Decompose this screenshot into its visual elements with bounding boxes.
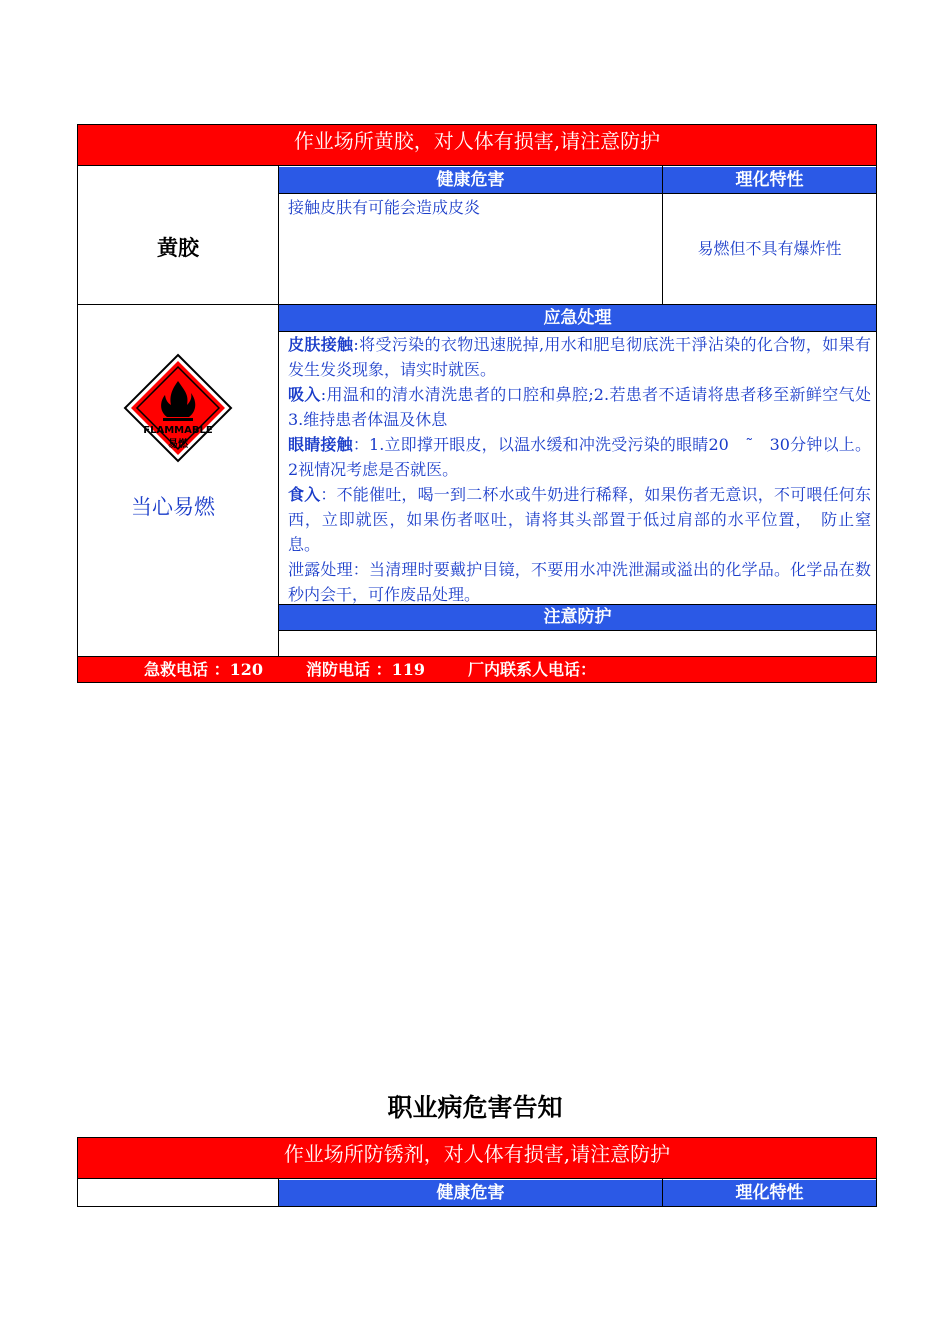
protection-text <box>288 631 871 656</box>
factory-contact-phone: 厂内联系人电话： <box>468 660 597 679</box>
eye-contact-text: ：1.立即撑开眼皮，以温水缓和冲洗受污染的眼睛20 ˜ 30分钟以上。2视情况考虑是否就医。 <box>288 435 871 479</box>
substance-name: 黄胶 <box>157 236 199 260</box>
spill-handling-text: 泄露处理：当清理时要戴护目镜，不要用水冲洗泄漏或溢出的化学品。化学品在数秒内会干，可作废品处理。 <box>288 560 871 604</box>
inhalation-item <box>288 382 871 432</box>
card-2-header-text: 作业场所防锈剂，对人体有损害,请注意防护 <box>283 1142 671 1166</box>
card-2-header <box>78 1138 876 1179</box>
flammable-diamond-icon <box>123 353 233 463</box>
emergency-phone: 急救电话 ：120 <box>144 660 263 679</box>
card-2-phys-chem-heading: 理化特性 <box>663 1180 876 1206</box>
ingestion-text: ：不能催吐，喝一到二杯水或牛奶进行稀释，如果伤者无意识，不可喂任何东西，立即就医，如果伤者呕吐，请将其头部置于低过肩部的水平位置， 防止窒息。 <box>288 485 871 554</box>
inhalation-text: :用温和的清水清洗患者的口腔和鼻腔;2.若患者不适请将患者移至新鲜空气处3.维持患者体温及休息 <box>288 385 871 429</box>
column-divider <box>278 166 279 657</box>
phys-chem-text: 易燃但不具有爆炸性 <box>697 239 842 258</box>
sign-label-en: FLAMMABLE <box>143 425 213 436</box>
warning-caption: 当心易燃 <box>131 495 215 519</box>
skin-contact-item <box>288 332 871 382</box>
eye-contact-label: 眼睛接触 <box>288 435 353 454</box>
skin-contact-text: :将受污染的衣物迅速脱掉,用水和肥皂彻底洗干淨沾染的化合物，如果有发生发炎现象，请实时就医。 <box>288 335 871 379</box>
eye-contact-item <box>288 432 871 482</box>
warning-sign-panel <box>78 305 278 657</box>
card-header <box>78 125 876 166</box>
hazard-notice-card-2 <box>77 1137 877 1207</box>
contact-footer <box>78 656 876 682</box>
protection-heading: 注意防护 <box>279 605 876 630</box>
inhalation-label: 吸入 <box>288 385 321 404</box>
emergency-heading: 应急处理 <box>279 305 876 331</box>
hazard-notice-card <box>77 124 877 683</box>
sign-label-cn: 易燃 <box>168 439 188 450</box>
health-hazard-text: 接触皮肤有可能会造成皮炎 <box>288 198 481 217</box>
fire-phone: 消防电话 ：119 <box>306 660 425 679</box>
document-title: 职业病危害告知 <box>387 1093 563 1122</box>
ingestion-item <box>288 482 871 557</box>
phys-chem-heading: 理化特性 <box>663 167 876 193</box>
card-header-text: 作业场所黄胶，对人体有损害,请注意防护 <box>293 129 661 153</box>
ingestion-label: 食入 <box>288 485 321 504</box>
card-2-health-hazard-heading: 健康危害 <box>279 1180 662 1206</box>
skin-contact-label: 皮肤接触 <box>288 335 354 354</box>
emergency-instructions <box>288 332 871 607</box>
health-hazard-heading: 健康危害 <box>279 167 662 193</box>
